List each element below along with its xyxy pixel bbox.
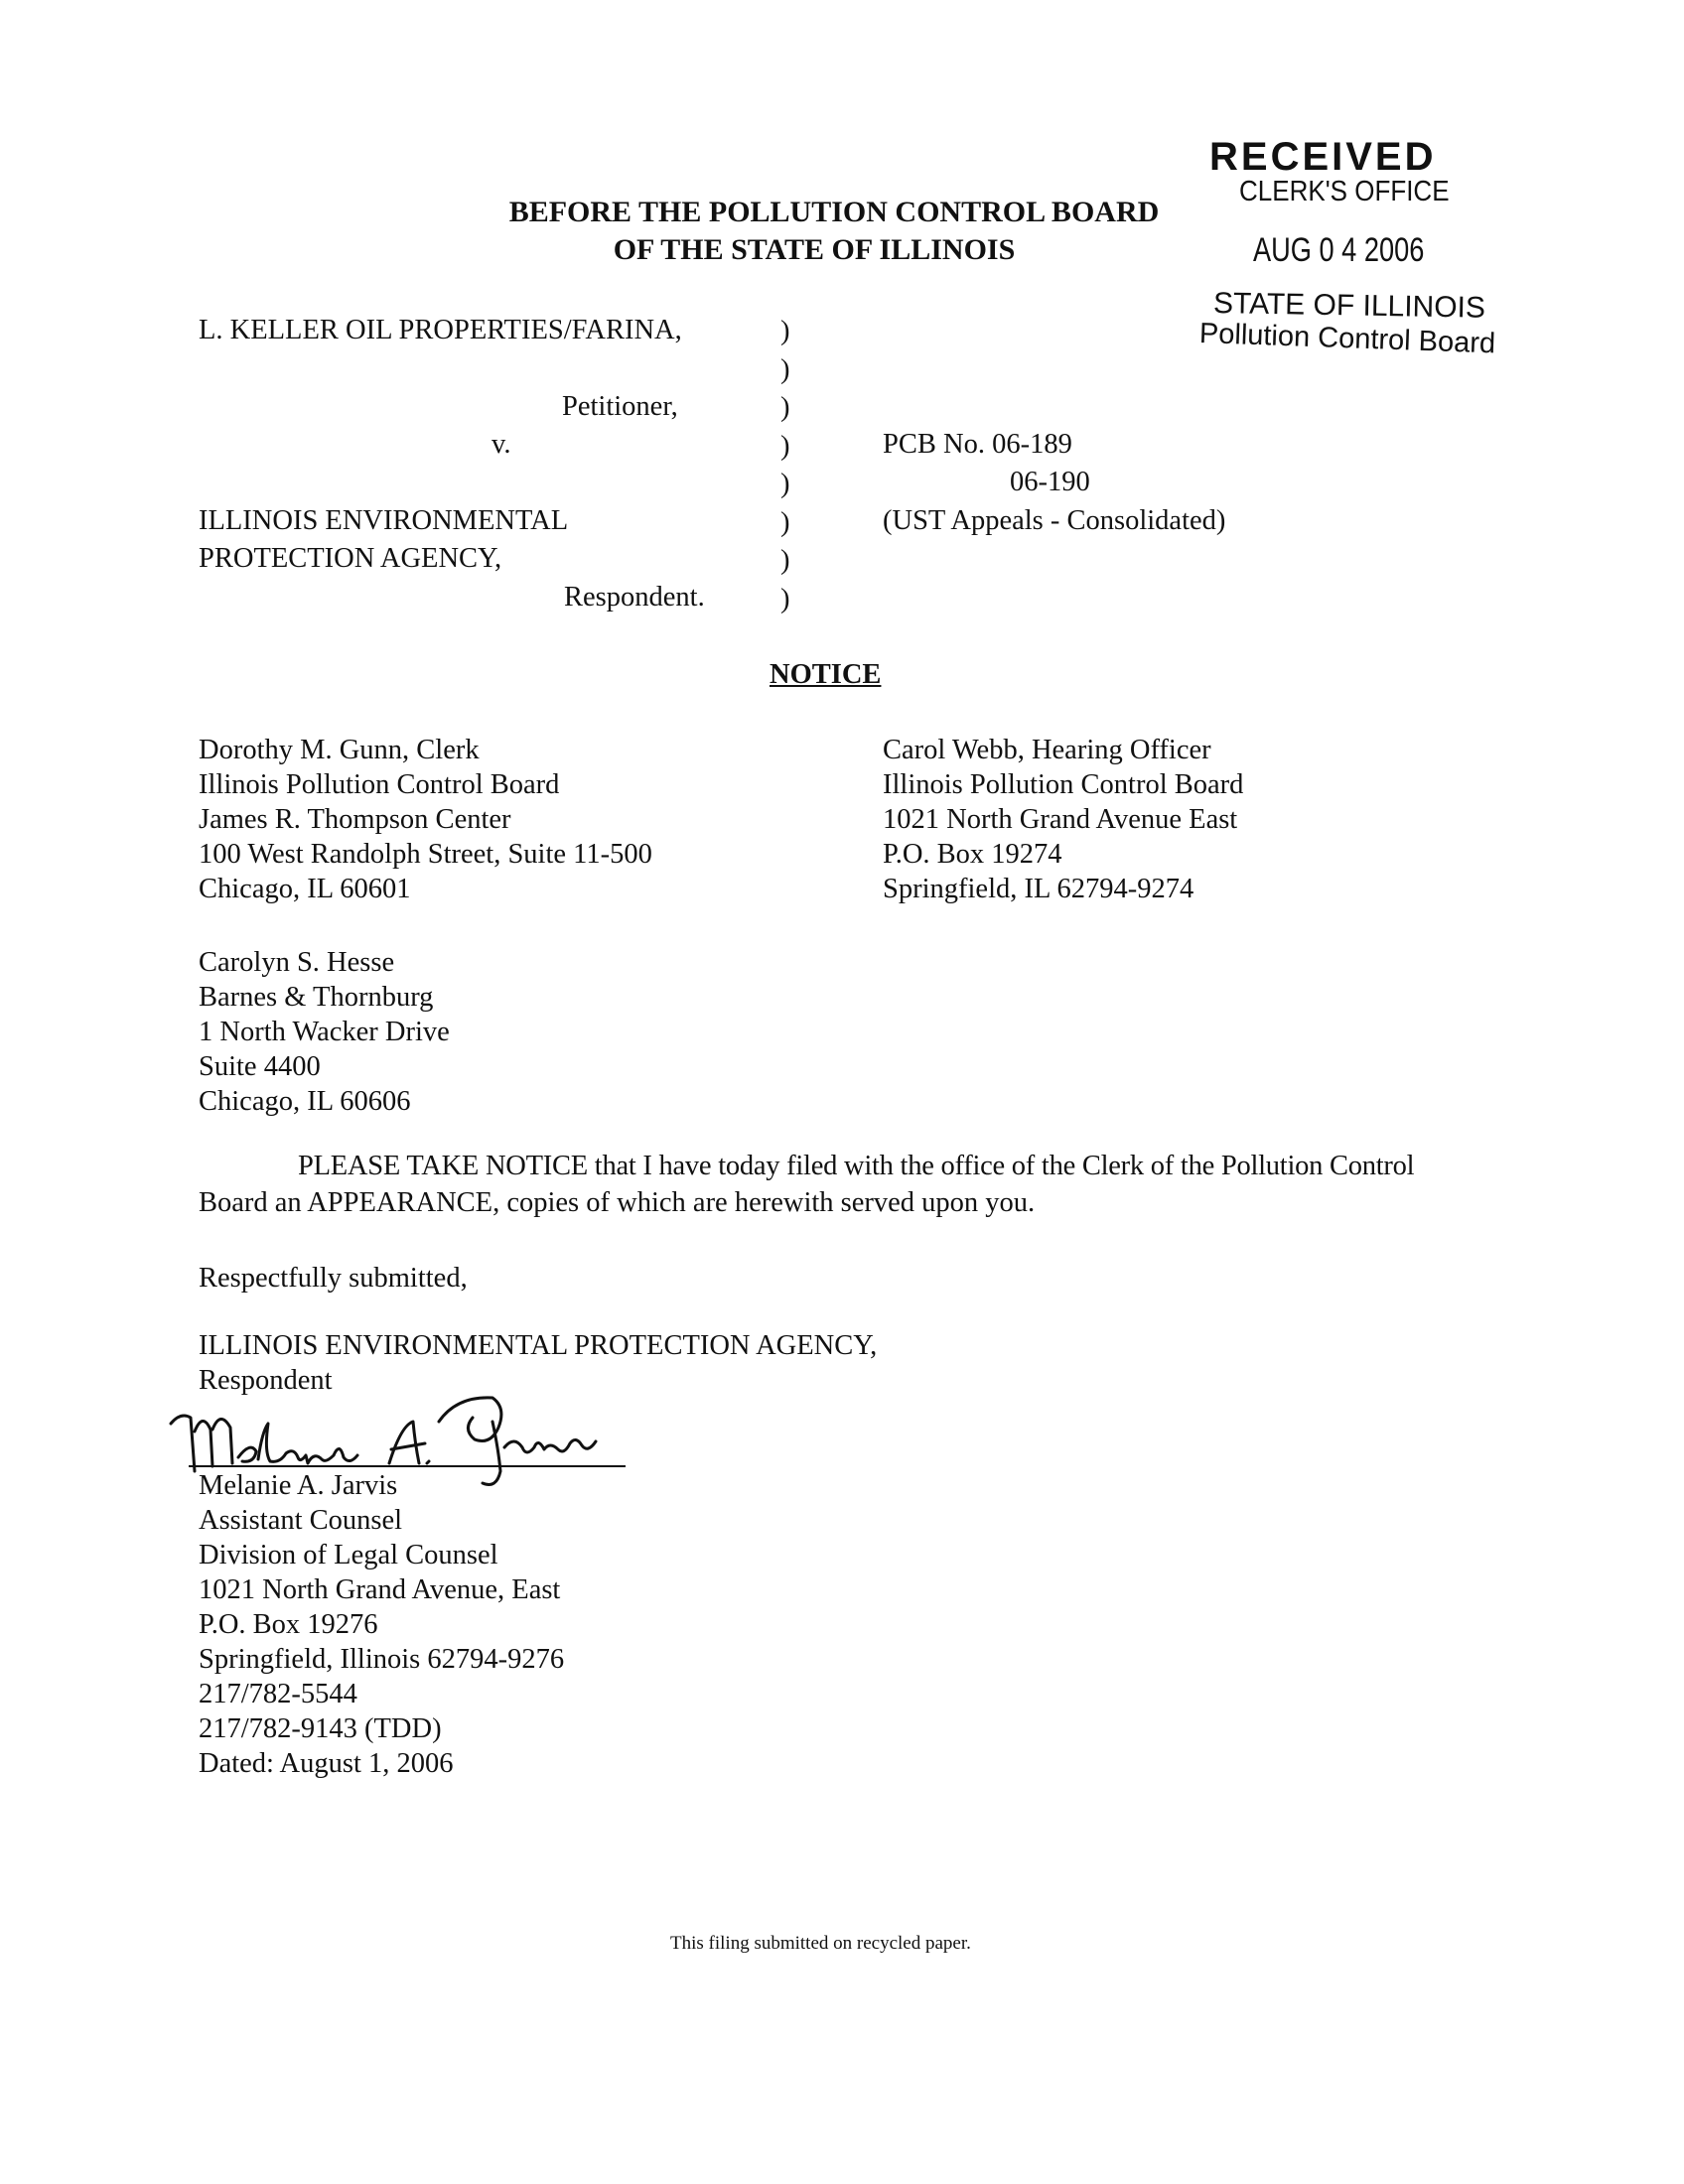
signer-line: Assistant Counsel [199, 1505, 403, 1536]
court-heading-line2: OF THE STATE OF ILLINOIS [613, 233, 1016, 266]
address-line: Springfield, IL 62794-9274 [883, 874, 1194, 904]
signer-line: 217/782-9143 (TDD) [199, 1713, 442, 1744]
paren: ) [780, 392, 790, 423]
address-line: Dorothy M. Gunn, Clerk [199, 735, 480, 765]
address-line: 1 North Wacker Drive [199, 1017, 450, 1047]
service-address-hearing-officer [883, 733, 1243, 906]
agency-name: ILLINOIS ENVIRONMENTAL PROTECTION AGENCY, [199, 1330, 878, 1361]
received-stamp [1209, 137, 1507, 205]
respondent-name-line2: PROTECTION AGENCY, [199, 543, 502, 574]
paren: ) [780, 430, 790, 462]
service-address-clerk [199, 733, 652, 906]
case-number-second: 06-190 [1010, 467, 1090, 497]
stamp-board: Pollution Control Board [1198, 318, 1496, 360]
address-line: 1021 North Grand Avenue East [883, 804, 1238, 835]
versus: v. [491, 429, 511, 460]
service-address-counsel [199, 945, 450, 1119]
closing: Respectfully submitted, [199, 1263, 468, 1294]
notice-body-line1: PLEASE TAKE NOTICE that I have today filed with the office of the Clerk of the Pollution Control [298, 1151, 1415, 1181]
signer-line: Melanie A. Jarvis [199, 1470, 398, 1501]
signer-line: 217/782-5544 [199, 1679, 357, 1709]
respondent-name-line1: ILLINOIS ENVIRONMENTAL [199, 505, 569, 536]
paren: ) [780, 353, 790, 385]
case-number: PCB No. 06-189 [883, 429, 1072, 460]
address-line: Illinois Pollution Control Board [199, 769, 560, 800]
address-line: Carolyn S. Hesse [199, 947, 395, 978]
address-line: Suite 4400 [199, 1051, 321, 1082]
petitioner-name: L. KELLER OIL PROPERTIES/FARINA, [199, 315, 682, 345]
signer-block [199, 1468, 564, 1781]
paren: ) [780, 583, 790, 614]
address-line: Chicago, IL 60601 [199, 874, 411, 904]
recycled-paper-footer: This filing submitted on recycled paper. [670, 1933, 971, 1954]
stamp-date: AUG 0 4 2006 [1253, 231, 1425, 269]
stamp-state: STATE OF ILLINOIS [1212, 287, 1486, 325]
signer-line: Dated: August 1, 2006 [199, 1748, 454, 1779]
address-line: Barnes & Thornburg [199, 982, 434, 1013]
paren: ) [780, 316, 790, 346]
stamp-clerks-office: CLERK'S OFFICE [1239, 174, 1450, 207]
address-line: P.O. Box 19274 [883, 839, 1062, 870]
signer-line: Division of Legal Counsel [199, 1540, 498, 1570]
respondent-role: Respondent. [564, 582, 705, 613]
signer-line: Springfield, Illinois 62794-9276 [199, 1644, 565, 1675]
paren: ) [780, 545, 790, 576]
notice-title: NOTICE [770, 659, 882, 690]
petitioner-role: Petitioner, [562, 391, 678, 422]
address-line: Chicago, IL 60606 [199, 1086, 411, 1117]
signer-line: 1021 North Grand Avenue, East [199, 1574, 561, 1605]
address-line: Carol Webb, Hearing Officer [883, 735, 1211, 765]
court-heading-line1: BEFORE THE POLLUTION CONTROL BOARD [508, 196, 1160, 228]
stamp-received: RECEIVED [1209, 135, 1437, 179]
signer-line: P.O. Box 19276 [199, 1609, 378, 1640]
notice-body-line2: Board an APPEARANCE, copies of which are herewith served upon you. [199, 1187, 1036, 1218]
address-line: James R. Thompson Center [199, 804, 511, 835]
paren: ) [780, 506, 790, 538]
paren: ) [780, 469, 790, 499]
agency-role: Respondent [199, 1365, 333, 1396]
address-line: Illinois Pollution Control Board [883, 769, 1244, 800]
case-type: (UST Appeals - Consolidated) [883, 505, 1226, 536]
address-line: 100 West Randolph Street, Suite 11-500 [199, 839, 652, 870]
caption-parens [780, 313, 790, 618]
